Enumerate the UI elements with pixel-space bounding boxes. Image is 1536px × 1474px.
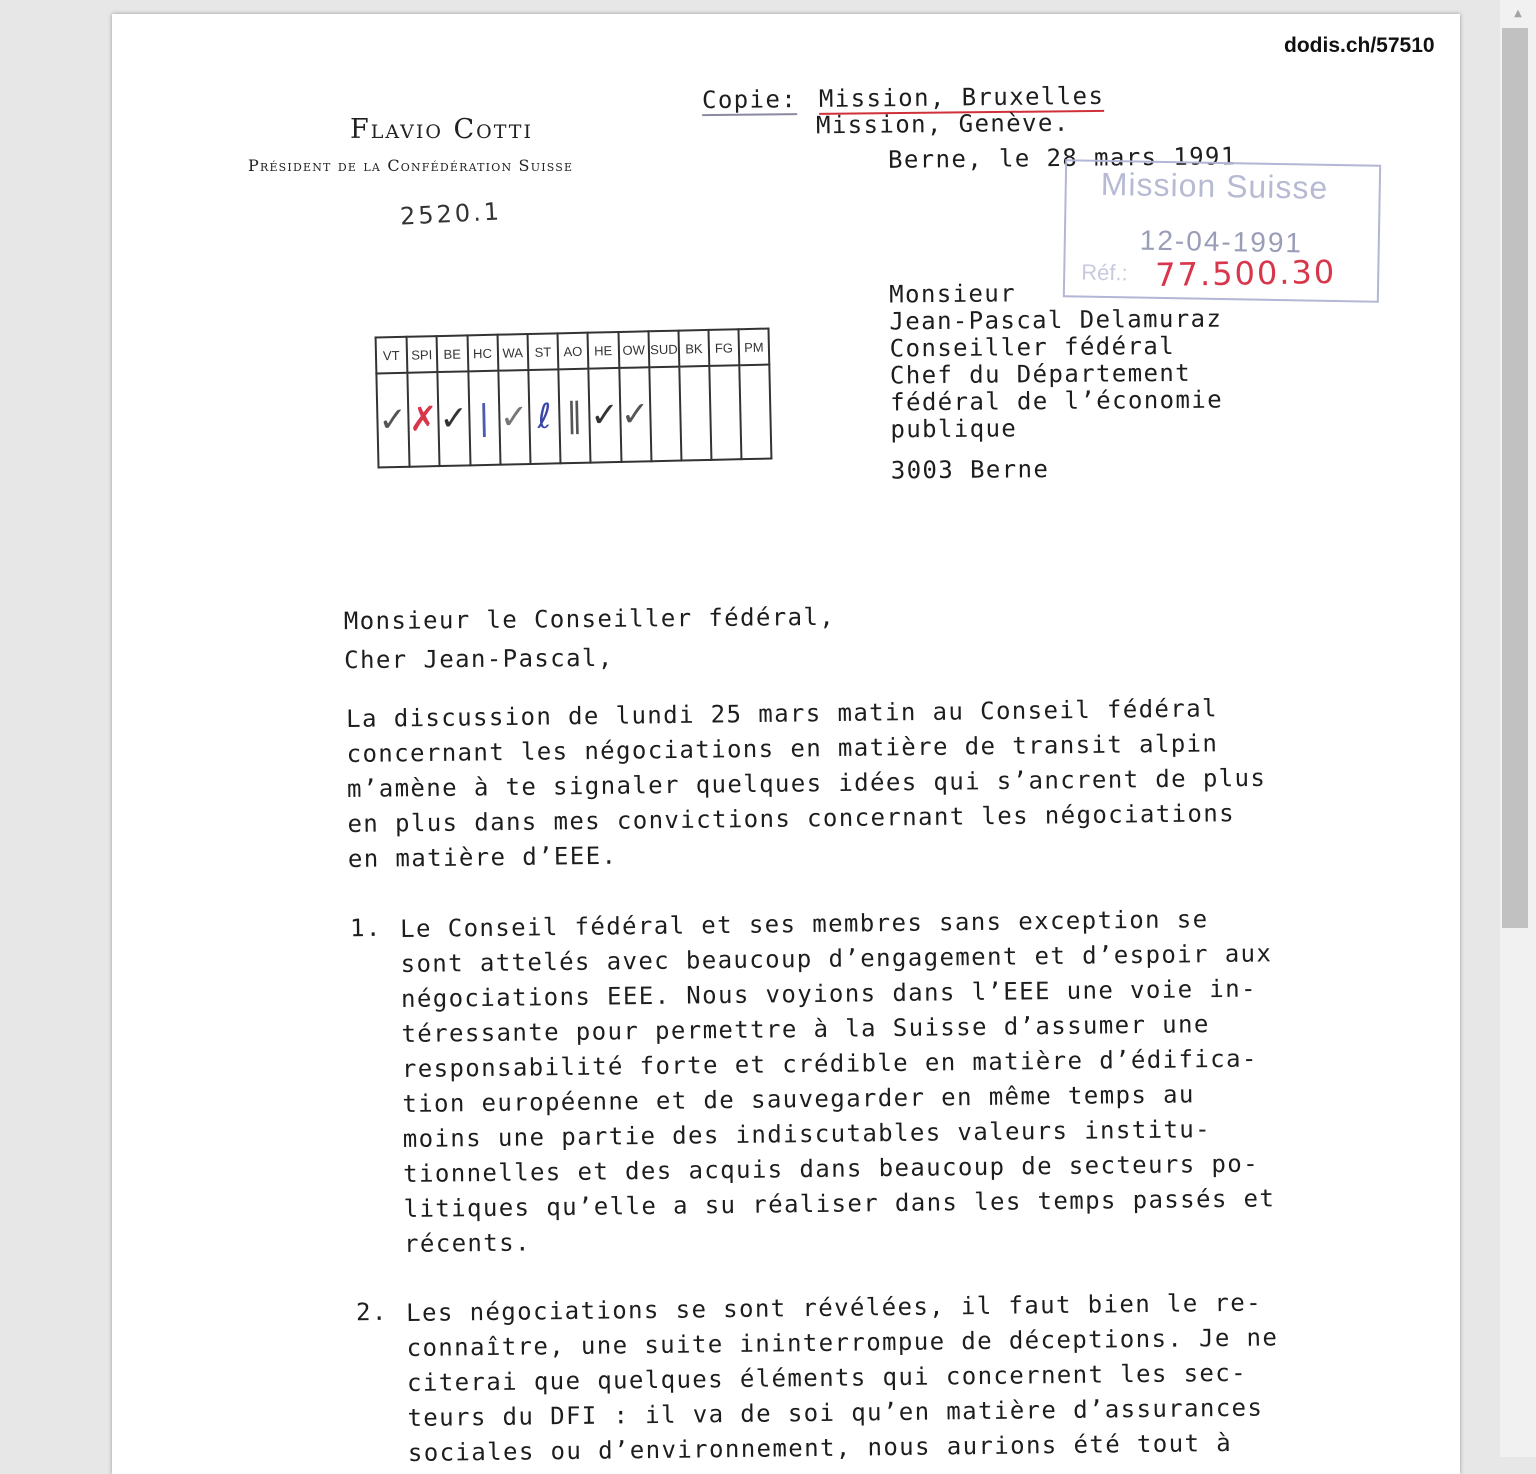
routing-header-cell: HC [467, 335, 498, 372]
letterhead-title: Président de la Confédération Suisse [248, 156, 574, 175]
routing-header-cell: SPI [406, 336, 437, 373]
paragraph-line: sociales ou d’environnement, nous aurions été tout à [407, 1428, 1233, 1467]
routing-header-cell: OW [618, 331, 649, 368]
routing-mark-cell: ℓ [528, 369, 560, 464]
routing-mark-cell: ✓ [498, 370, 531, 465]
routing-mark-cell: ∥ [558, 369, 590, 464]
paragraph-line: concernant les négociations en matière de transit alpin [346, 729, 1219, 768]
place-date: Berne, le 28 mars 1991 [887, 142, 1237, 174]
address-line: fédéral de l’économie [890, 385, 1224, 417]
routing-header-cell: SUD [649, 331, 680, 368]
routing-header-cell: FG [708, 329, 739, 366]
address-line: Monsieur [889, 279, 1017, 309]
routing-header-cell: HE [588, 332, 619, 369]
paragraph-line: Le Conseil fédéral et ses membres sans exception se [400, 905, 1209, 943]
routing-mark-cell: | [468, 371, 500, 466]
paragraph-line: litiques qu’elle a su réaliser dans les temps passés et [403, 1184, 1276, 1223]
point-1-number: 1. [349, 913, 382, 943]
recipient-address [889, 279, 1224, 485]
paragraph-line: tionnelles et des acquis dans beaucoup de secteurs po- [403, 1149, 1260, 1188]
address-line: Conseiller fédéral [889, 331, 1176, 363]
routing-mark-cell: ✓ [619, 367, 652, 462]
copy-recipient-1: Mission, Bruxelles [818, 81, 1105, 113]
paragraph-line: en matière d’EEE. [347, 841, 618, 873]
paragraph-line: La discussion de lundi 25 mars matin au Conseil fédéral [346, 694, 1219, 733]
salutation-line: Cher Jean-Pascal, [344, 643, 614, 675]
letterhead-name: Flavio Cotti [350, 114, 533, 145]
address-line: Jean-Pascal Delamuraz [889, 304, 1223, 336]
routing-mark-cell: ✓ [437, 371, 470, 466]
paragraph-line: responsabilité forte et crédible en matière d’édifica- [401, 1044, 1258, 1083]
address-city: 3003 Berne [890, 455, 1050, 485]
address-line: publique [890, 414, 1018, 444]
stamp-title: Mission Suisse [1100, 165, 1329, 206]
paragraph-line: teurs du DFI : il va de soi qu’en matière d’assurances [407, 1393, 1264, 1432]
scroll-up-arrow-icon[interactable]: ▲ [1514, 8, 1522, 19]
routing-mark-cell [739, 365, 771, 460]
routing-mark-cell: ✓ [588, 368, 621, 463]
paragraph-line: connaître, une suite ininterrompue de déceptions. Je ne [406, 1323, 1279, 1362]
intro-paragraph [346, 691, 1267, 877]
paragraph-line: récents. [403, 1228, 532, 1258]
salutation-line: Monsieur le Conseiller fédéral, [343, 602, 836, 636]
copy-label: Copie: [701, 85, 798, 115]
paragraph-line: en plus dans mes convictions concernant les négociations [347, 799, 1236, 838]
routing-table [375, 328, 773, 469]
stamp-ref-label: Réf.: [1081, 259, 1128, 286]
routing-mark-cell [709, 365, 741, 460]
routing-header-cell: VT [376, 337, 407, 374]
routing-header-cell: AO [558, 333, 589, 370]
address-line: Chef du Département [889, 358, 1192, 390]
paragraph-line: moins une partie des indiscutables valeurs institu- [402, 1115, 1212, 1153]
vertical-scrollbar[interactable] [1500, 0, 1536, 1457]
paragraph-line: m’amène à te signaler quelques idées qui s’ancrent de plus [346, 763, 1267, 803]
handwritten-file-number: 2520.1 [399, 197, 503, 231]
salutation [344, 598, 836, 680]
paragraph-line: négociations EEE. Nous voyions dans l’EEE une voie in- [400, 974, 1258, 1013]
paragraph-line: tion européenne et de sauvegarder en même temps au [402, 1080, 1195, 1118]
routing-header-cell: BE [437, 335, 468, 372]
routing-mark-cell [679, 366, 711, 461]
paragraph-line: Les négociations se sont révélées, il faut bien le re- [406, 1288, 1263, 1327]
paragraph-line: citerai que quelques éléments qui concernent les sec- [406, 1358, 1248, 1397]
routing-mark-cell [649, 367, 681, 462]
copy-recipient-2: Mission, Genève. [815, 108, 1070, 140]
scrollbar-thumb[interactable] [1502, 28, 1528, 928]
point-1-text [400, 901, 1276, 1262]
routing-header-cell: ST [528, 333, 559, 370]
routing-header-cell: PM [738, 329, 769, 366]
stamp-date: 12-04-1991 [1139, 224, 1304, 259]
point-2-number: 2. [355, 1297, 388, 1327]
document-page [112, 14, 1460, 1474]
paragraph-line: téressante pour permettre à la Suisse d’assumer une [401, 1010, 1210, 1048]
routing-header-cell: BK [678, 330, 709, 367]
routing-mark-cell: ✓ [376, 373, 409, 468]
routing-mark-cell: ✗ [407, 372, 440, 467]
paragraph-line: sont attelés avec beaucoup d’engagement et d’espoir aux [400, 939, 1273, 978]
routing-header-cell: WA [497, 334, 528, 371]
point-2-text [406, 1285, 1280, 1471]
stamp-reference: 77.500.30 [1154, 252, 1337, 294]
doc-reference: dodis.ch/57510 [1284, 34, 1435, 57]
